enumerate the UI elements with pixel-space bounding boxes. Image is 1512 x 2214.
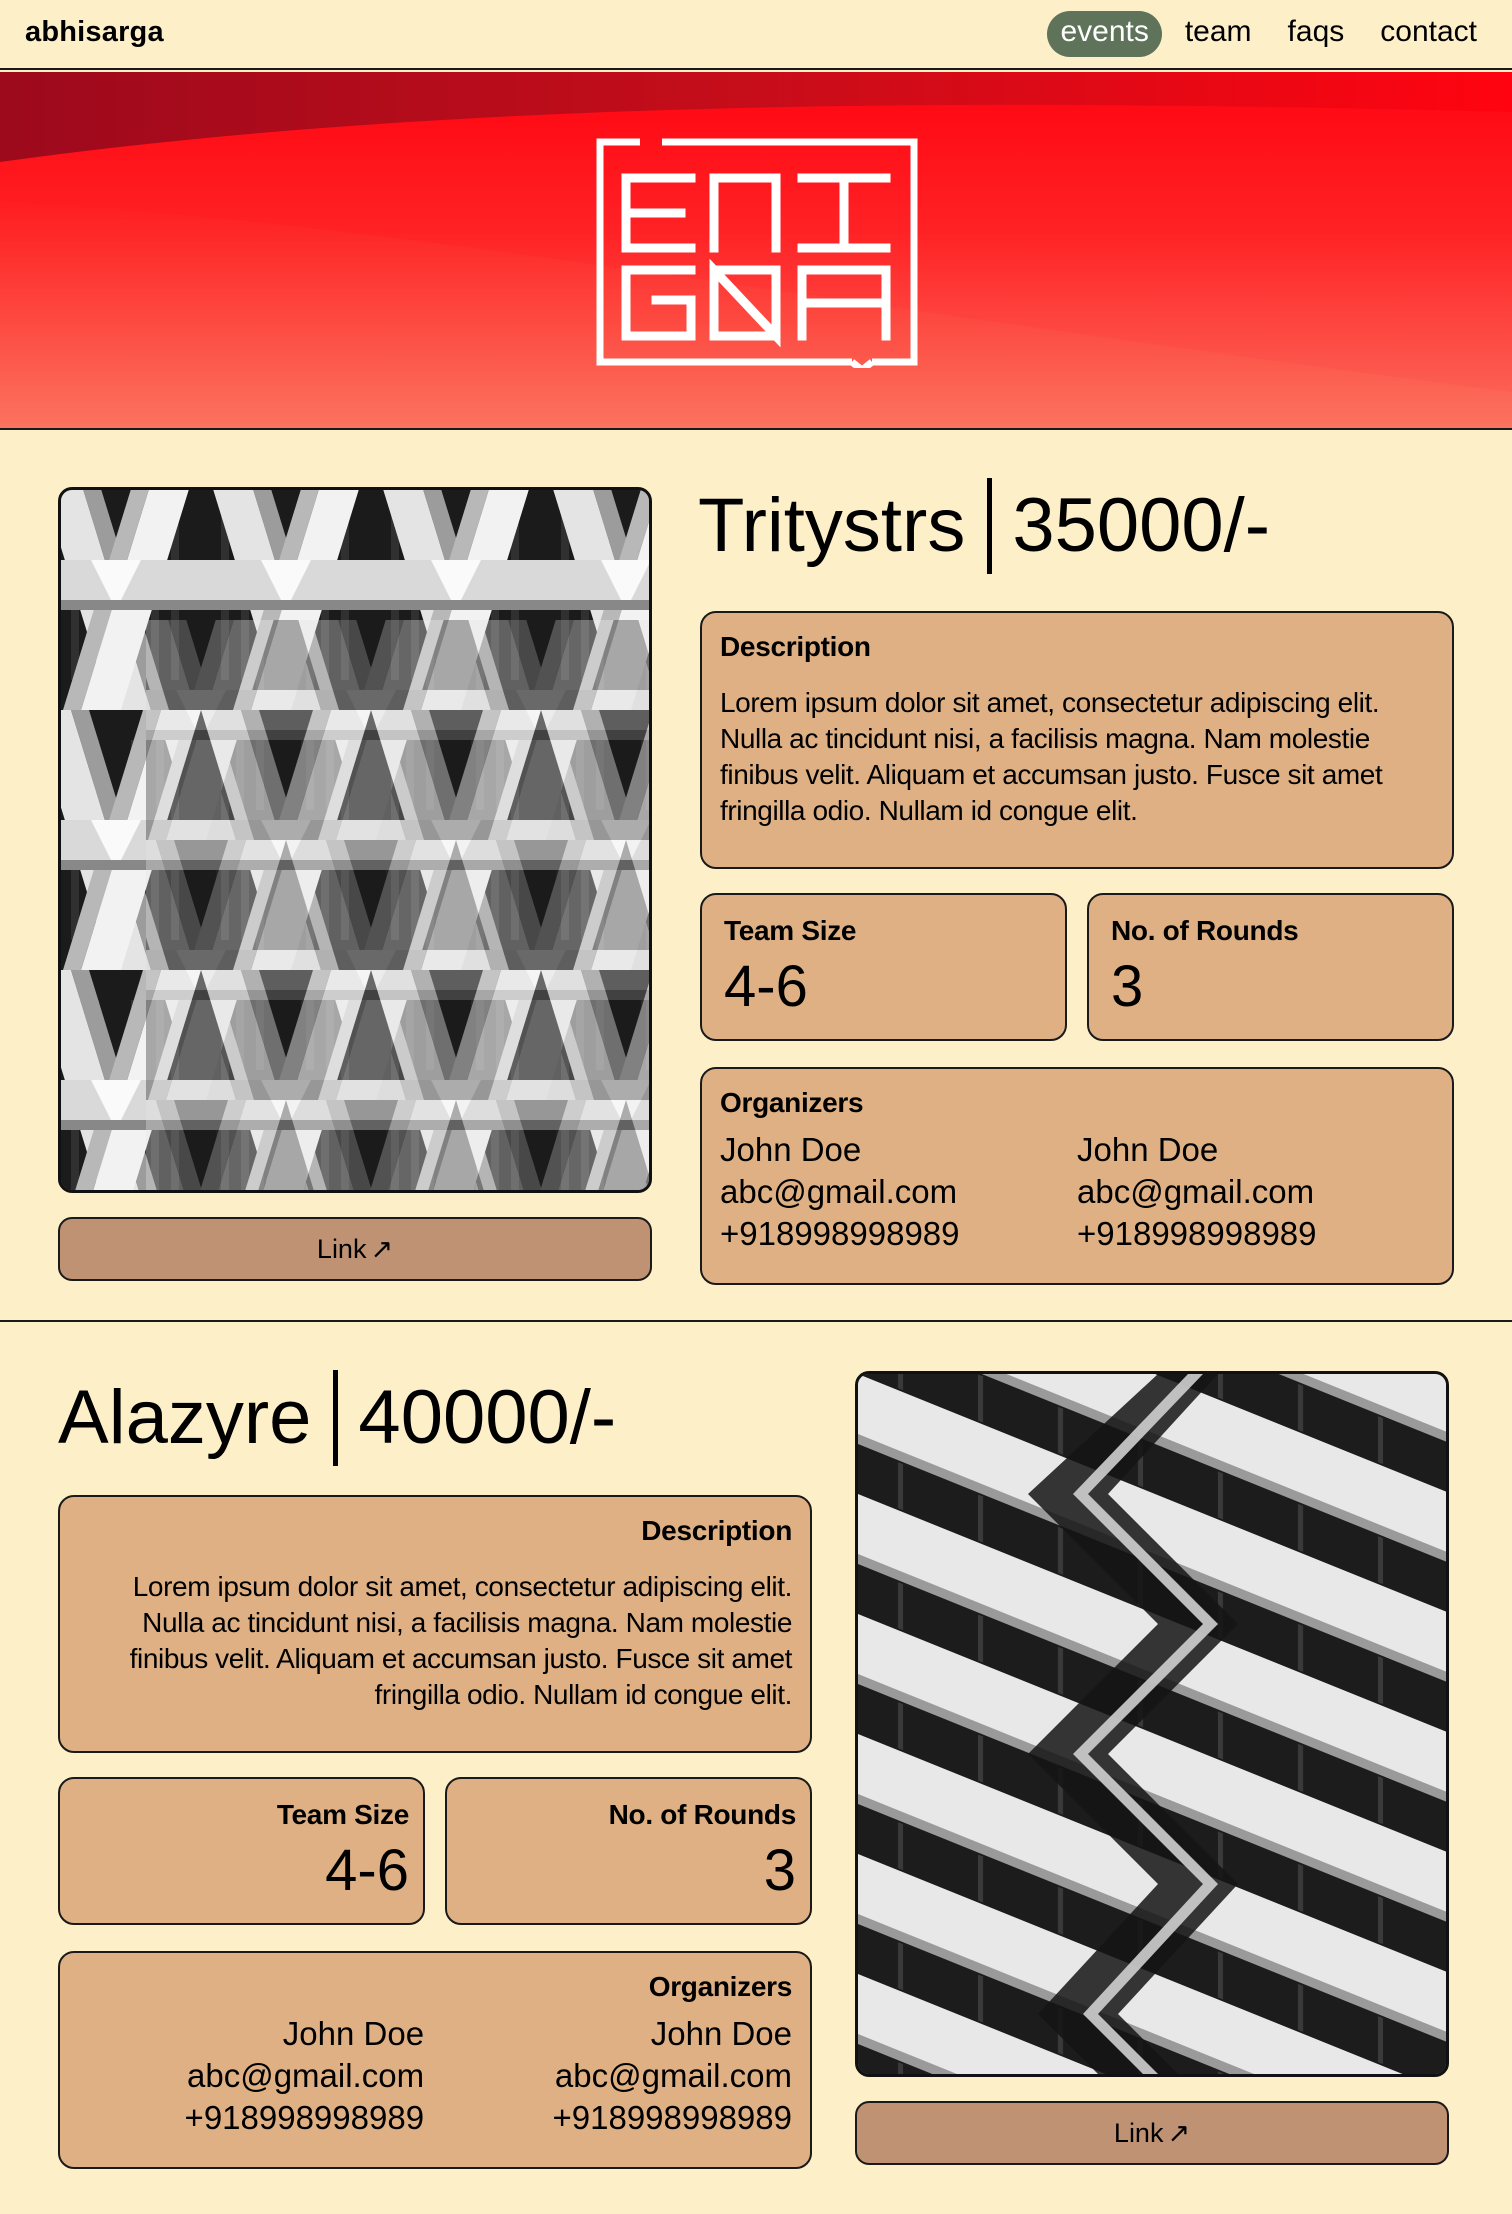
brand-logo-text[interactable]: abhisarga [25, 16, 164, 48]
team-size-label: Team Size [724, 915, 857, 946]
organizer-phone[interactable]: +918998998989 [552, 2099, 792, 2136]
link-label: Link [316, 1233, 367, 1264]
title-divider [333, 1370, 338, 1466]
event-prize: 40000/- [358, 1375, 617, 1460]
team-size-label: Team Size [276, 1799, 409, 1830]
organizer-1 [78, 2013, 424, 2139]
organizer-name: John Doe [720, 1131, 862, 1168]
event-name: Tritystrs [698, 483, 966, 568]
organizer-email[interactable]: abc@gmail.com [186, 2057, 425, 2094]
rounds-label: No. of Rounds [1111, 915, 1299, 946]
organizer-2 [424, 2013, 792, 2139]
organizer-name: John Doe [282, 2015, 425, 2052]
organizer-email[interactable]: abc@gmail.com [1077, 1173, 1315, 1210]
organizer-1 [720, 1129, 1077, 1255]
enigma-logo [596, 138, 918, 368]
event-image [855, 1371, 1449, 2077]
event-link-button[interactable] [855, 2101, 1449, 2165]
event-title [698, 478, 1270, 574]
event-link-button[interactable] [58, 1217, 652, 1281]
organizer-name: John Doe [1077, 1131, 1219, 1168]
nav-links [1047, 11, 1490, 57]
arrow-up-right-icon: ↗ [370, 1233, 394, 1264]
organizers-list [78, 2013, 792, 2139]
description-label: Description [720, 631, 871, 662]
organizer-name: John Doe [650, 2015, 792, 2052]
top-nav [0, 0, 1512, 70]
nav-link-faqs[interactable]: faqs [1287, 15, 1345, 48]
nav-link-events[interactable]: events [1047, 11, 1161, 57]
organizer-phone[interactable]: +918998998989 [720, 1215, 960, 1252]
team-size-value: 4-6 [724, 954, 808, 1019]
rounds-value: 3 [1111, 954, 1144, 1019]
hero-banner [0, 72, 1512, 430]
organizer-2 [1077, 1129, 1434, 1255]
organizers-card [58, 1951, 812, 2169]
organizer-phone[interactable]: +918998998989 [1077, 1215, 1317, 1252]
description-text: Lorem ipsum dolor sit amet, consectetur adipiscing elit. Nulla ac tincidunt nisi, a facilisis magna. Nam molestie finibus velit. Aliquam et accumsan justo. Fusce sit amet fringilla odio. Nullam id congue elit. [129, 1571, 792, 1710]
event-section-1 [0, 432, 1512, 1322]
organizers-card [700, 1067, 1454, 1285]
team-size-value: 4-6 [325, 1838, 409, 1903]
link-label: Link [1113, 2117, 1164, 2148]
nav-link-team[interactable]: team [1184, 15, 1252, 48]
striped-facade-image [858, 1374, 1446, 2074]
organizers-label: Organizers [720, 1087, 864, 1118]
event-section-2 [0, 1324, 1512, 2214]
arrow-up-right-icon: ↗ [1167, 2117, 1191, 2148]
rounds-label: No. of Rounds [608, 1799, 796, 1830]
event-name: Alazyre [58, 1375, 312, 1460]
organizers-list [720, 1129, 1434, 1255]
organizer-phone[interactable]: +918998998989 [184, 2099, 425, 2136]
organizer-email[interactable]: abc@gmail.com [554, 2057, 792, 2094]
team-size-card [58, 1777, 425, 1925]
organizer-email[interactable]: abc@gmail.com [720, 1173, 958, 1210]
rounds-card [445, 1777, 812, 1925]
description-card [58, 1495, 812, 1753]
event-title [58, 1370, 616, 1466]
team-size-card [700, 893, 1067, 1041]
lattice-facade-image [61, 490, 649, 1190]
organizers-label: Organizers [648, 1971, 792, 2002]
rounds-card [1087, 893, 1454, 1041]
description-text: Lorem ipsum dolor sit amet, consectetur adipiscing elit. Nulla ac tincidunt nisi, a facilisis magna. Nam molestie finibus velit. Aliquam et accumsan justo. Fusce sit amet fringilla odio. Nullam id congue elit. [720, 687, 1383, 826]
event-prize: 35000/- [1012, 483, 1271, 568]
title-divider [987, 478, 992, 574]
description-card [700, 611, 1454, 869]
nav-link-contact[interactable]: contact [1380, 15, 1477, 48]
description-label: Description [641, 1515, 792, 1546]
event-image [58, 487, 652, 1193]
rounds-value: 3 [763, 1838, 796, 1903]
